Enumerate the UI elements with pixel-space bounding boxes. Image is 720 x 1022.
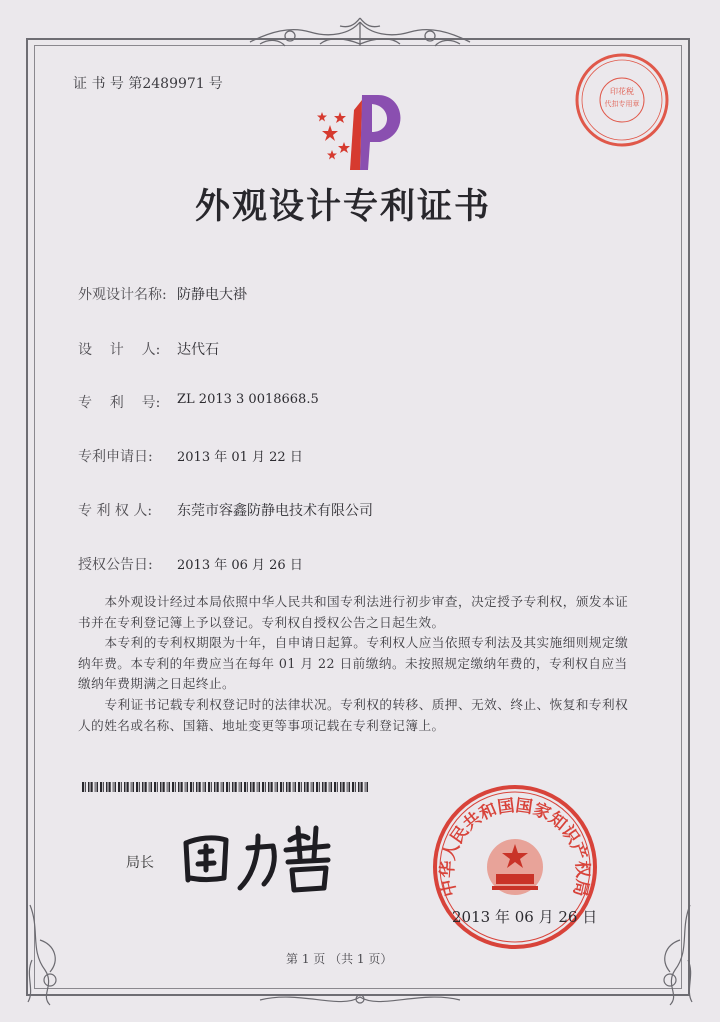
field-design-name-label: 外观设计名称: [78,287,167,303]
svg-text:印花税: 印花税 [610,87,634,96]
top-ornament [230,14,490,54]
issue-date: 2013 年 06 月 26 日 [452,908,598,926]
bottom-center-ornament [250,985,470,1015]
svg-text:代扣专用章: 代扣专用章 [604,100,640,108]
certificate-title: 外观设计专利证书 [195,186,492,227]
field-filing-date-value: 2013 年 01 月 22 日 [177,450,303,465]
tax-stamp-seal [572,50,672,150]
field-design-name-value: 防静电大褂 [177,287,247,303]
field-patentee-value: 东莞市容鑫防静电技术有限公司 [177,503,373,519]
field-grant-date-value: 2013 年 06 月 26 日 [177,558,303,573]
director-signature [178,818,348,898]
paragraph-grant-statement: 本外观设计经过本局依照中华人民共和国专利法进行初步审查，决定授予专利权，颁发本证书并在专利登记簿上予以登记。专利权自授权公告之日起生效。 [78,594,629,630]
certificate-number-value: 2489971 [142,76,205,92]
certificate-number-label: 证 书 号 第 [73,76,143,92]
field-designer-value: 达代石 [177,342,219,358]
certificate-number-suffix: 号 [208,76,223,92]
field-filing-date-label: 专利申请日: [78,449,153,465]
page-footer: 第 1 页 （共 1 页） [286,952,393,966]
director-label: 局长 [126,855,154,871]
field-patentee-label: 专 利 权 人: [78,503,153,519]
bottom-right-ornament [640,900,700,1010]
bottom-left-ornament [20,900,80,1010]
sipo-logo-icon [310,90,420,175]
certificate-number [73,73,223,93]
field-designer-label: 设 计 人: [78,342,161,358]
paragraph-registry-statement: 专利证书记载专利权登记时的法律状况。专利权的转移、质押、无效、终止、恢复和专利权人的姓名或名称、国籍、地址变更等事项记载在专利登记簿上。 [78,697,629,733]
field-patent-no-value: ZL 2013 3 0018668.5 [177,392,319,407]
barcode [82,782,369,792]
field-patent-no-label: 专 利 号: [78,395,161,411]
field-grant-date-label: 授权公告日: [78,557,153,573]
seal-ring-text: 中华人民共和国国家知识产权局 [437,795,593,899]
paragraph-term-statement: 本专利的专利权期限为十年，自申请日起算。专利权人应当依照专利法及其实施细则规定缴纳年费。本专利的年费应当在每年 01 月 22 日前缴纳。未按照规定缴纳年费的，专利权自应当缴纳年费期满之日起终止。 [78,635,629,691]
